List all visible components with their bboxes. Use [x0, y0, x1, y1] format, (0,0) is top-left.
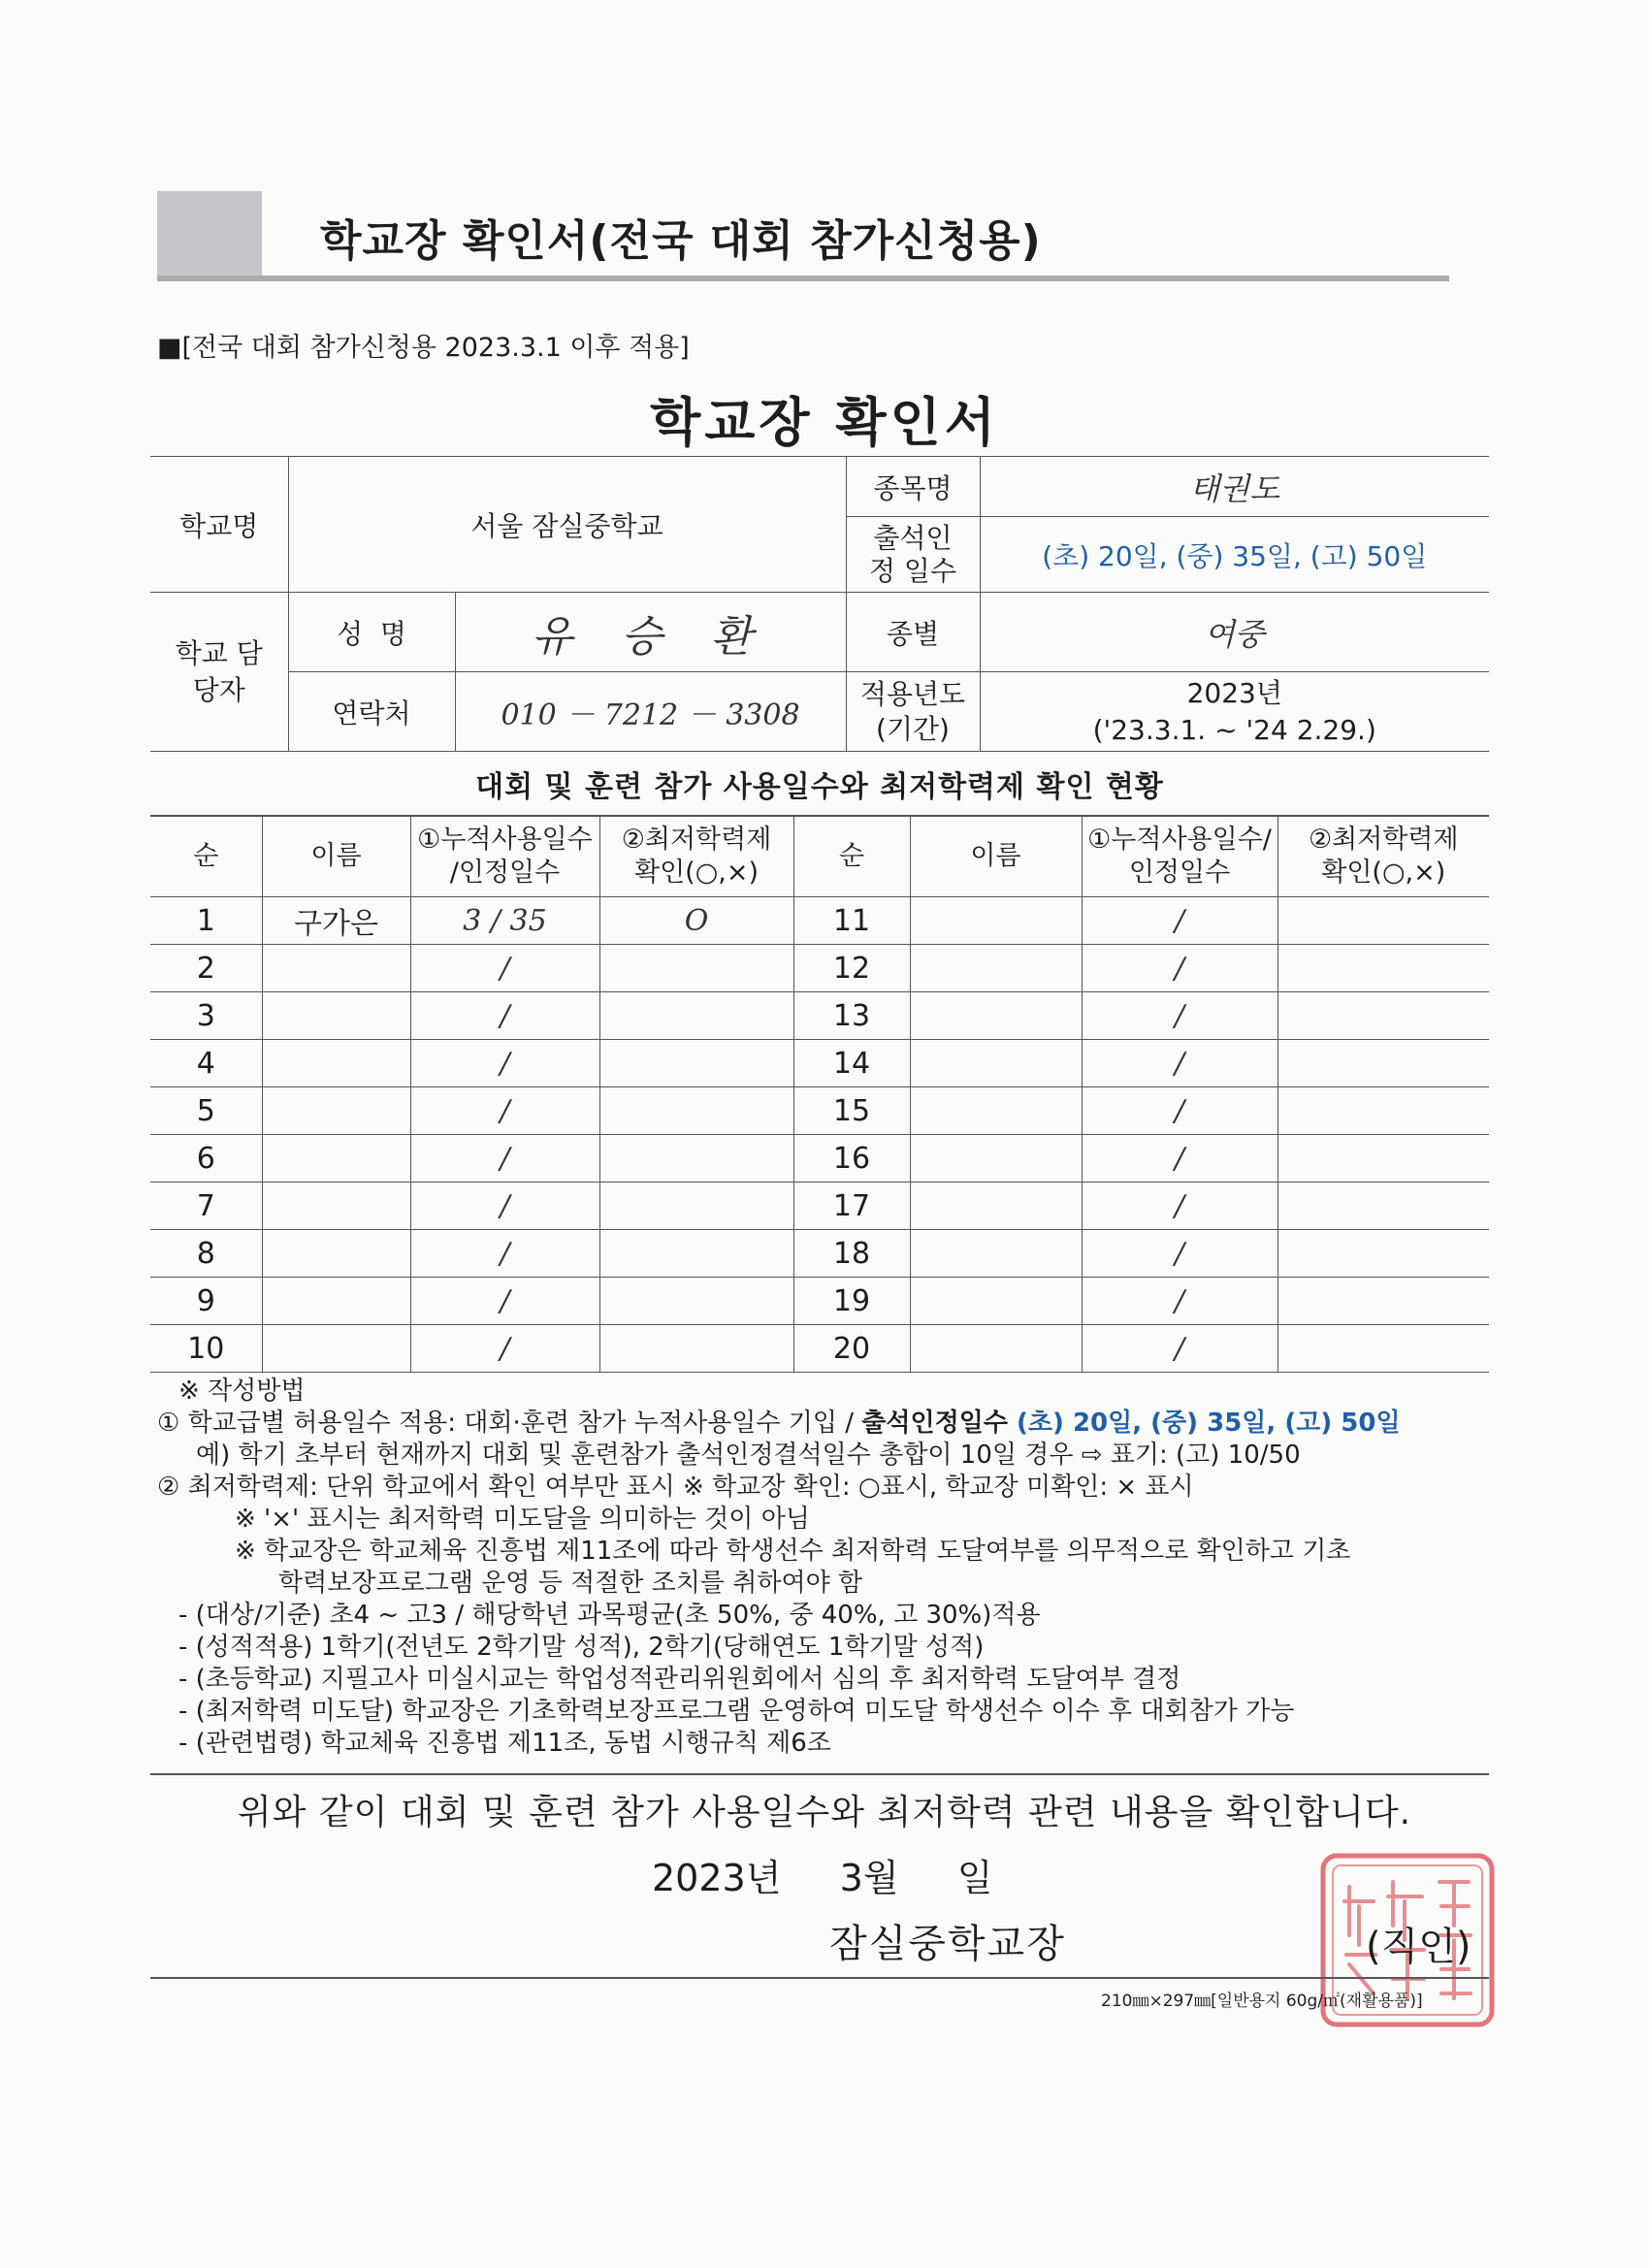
row-name-right [910, 1087, 1082, 1135]
sport-value: 태권도 [980, 457, 1489, 517]
stat-row [150, 1183, 1489, 1230]
attendance-label: 출석인정 일수 [846, 517, 980, 593]
method-divider [150, 1773, 1489, 1775]
row-name-left: 구가은 [262, 897, 410, 945]
row-name-right [910, 1183, 1082, 1230]
row-number-right: 19 [793, 1278, 910, 1325]
row-number-right: 16 [793, 1135, 910, 1183]
row-check-left [599, 1325, 793, 1373]
row-days-right: / [1082, 1278, 1277, 1325]
row-check-left [599, 1135, 793, 1183]
row-number-left: 8 [150, 1230, 262, 1278]
category-label: 종별 [846, 593, 980, 672]
method-line-4: ※ '×' 표시는 최저학력 미도달을 의미하는 것이 아님 [235, 1505, 810, 1534]
stat-row [150, 1278, 1489, 1325]
row-name-right [910, 1135, 1082, 1183]
row-days-left: 3 / 35 [410, 897, 599, 945]
header-days-right-a: ①누적사용일수/ [1087, 824, 1272, 855]
period-year: 2023년 [1186, 676, 1282, 709]
row-check-left [599, 1183, 793, 1230]
header-rule [157, 275, 1449, 281]
row-name-left [262, 1278, 410, 1325]
row-name-left [262, 1040, 410, 1087]
period-value [980, 672, 1489, 752]
row-number-right: 15 [793, 1087, 910, 1135]
row-check-left [599, 945, 793, 992]
header-days-right-b: 인정일수 [1128, 857, 1231, 888]
header-min-right [1277, 816, 1489, 897]
row-check-left: O [599, 897, 793, 945]
row-name-right [910, 1040, 1082, 1087]
row-number-left: 1 [150, 897, 262, 945]
row-number-left: 5 [150, 1087, 262, 1135]
paper-spec: 210㎜×297㎜[일반용지 60g/㎡(재활용품)] [1101, 1992, 1423, 2011]
method-line-10: - (최저학력 미도달) 학교장은 기초학력보장프로그램 운영하여 미도달 학생선수 이수 후 대회참가 가능 [178, 1697, 1295, 1726]
writing-method [157, 1376, 1515, 1760]
row-days-left: / [410, 1278, 599, 1325]
school-name-value: 서울 잠실중학교 [288, 457, 846, 593]
row-number-right: 17 [793, 1183, 910, 1230]
method-line-1 [157, 1408, 1515, 1440]
row-name-right [910, 1325, 1082, 1373]
name-value: 유 승 환 [455, 593, 846, 672]
row-days-right: / [1082, 1135, 1277, 1183]
header-min-left [599, 816, 793, 897]
row-days-right: / [1082, 945, 1277, 992]
row-check-right [1277, 897, 1489, 945]
row-days-left: / [410, 1135, 599, 1183]
row-check-right [1277, 1183, 1489, 1230]
row-days-left: / [410, 1087, 599, 1135]
method-line-1-bold: 출석인정일수 [861, 1409, 1008, 1438]
header-min-right-a: ②최저학력제 [1308, 824, 1459, 855]
row-days-right: / [1082, 1325, 1277, 1373]
seal-label: (직인) [1366, 1925, 1471, 1969]
period-range: ('23.3.1. ~ '24 2.29.) [1092, 713, 1376, 746]
name-label: 성 명 [288, 593, 455, 672]
contact-person-label: 학교 담당자 [150, 593, 288, 752]
row-number-left: 9 [150, 1278, 262, 1325]
method-line-2: 예) 학기 초부터 현재까지 대회 및 훈련참가 출석인정결석일수 총합이 10일 경우 ⇨ 표기: (고) 10/50 [196, 1441, 1301, 1470]
method-line-6: 학력보장프로그램 운영 등 적절한 조치를 취하여야 함 [278, 1569, 863, 1598]
row-check-right [1277, 992, 1489, 1040]
date-line: 2023년 3월 일 [652, 1857, 993, 1899]
row-name-left [262, 1230, 410, 1278]
header-days-left-b: /인정일수 [449, 857, 561, 888]
row-number-left: 7 [150, 1183, 262, 1230]
row-days-left: / [410, 945, 599, 992]
row-check-left [599, 1230, 793, 1278]
stat-row [150, 1325, 1489, 1373]
row-name-right [910, 945, 1082, 992]
stat-row [150, 1135, 1489, 1183]
method-line-8: - (성적적용) 1학기(전년도 2학기말 성적), 2학기(당해연도 1학기말 성적) [178, 1633, 985, 1662]
row-days-right: / [1082, 1087, 1277, 1135]
principal-title: 잠실중학교장 [829, 1922, 1066, 1966]
header-title: 학교장 확인서(전국 대회 참가신청용) [320, 216, 1042, 266]
form-subnote: ■[전국 대회 참가신청용 2023.3.1 이후 적용] [157, 333, 690, 363]
row-number-right: 12 [793, 945, 910, 992]
phone-value: 010 － 7212 － 3308 [455, 672, 846, 752]
stat-body [150, 897, 1489, 1373]
row-name-left [262, 1183, 410, 1230]
school-name-label: 학교명 [150, 457, 288, 593]
row-name-right [910, 897, 1082, 945]
row-check-right [1277, 1278, 1489, 1325]
header-no-right: 순 [793, 816, 910, 897]
stat-row [150, 945, 1489, 992]
header-min-right-b: 확인(○,×) [1321, 857, 1446, 888]
row-number-left: 3 [150, 992, 262, 1040]
method-line-5: ※ 학교장은 학교체육 진흥법 제11조에 따라 학생선수 최저학력 도달여부를 의무적으로 확인하고 기초 [235, 1537, 1351, 1566]
row-days-left: / [410, 1230, 599, 1278]
header-no-left: 순 [150, 816, 262, 897]
stat-row [150, 1087, 1489, 1135]
row-days-right: / [1082, 992, 1277, 1040]
row-days-left: / [410, 1325, 599, 1373]
attendance-value: (초) 20일, (중) 35일, (고) 50일 [980, 517, 1489, 593]
row-number-left: 6 [150, 1135, 262, 1183]
method-line-9: - (초등학교) 지필고사 미실시교는 학업성적관리위원회에서 심의 후 최저학력 도달여부 결정 [178, 1665, 1181, 1694]
row-days-right: / [1082, 1183, 1277, 1230]
header-days-left [410, 816, 599, 897]
stat-row [150, 1040, 1489, 1087]
row-check-right [1277, 1135, 1489, 1183]
sport-label: 종목명 [846, 457, 980, 517]
header-min-left-a: ②최저학력제 [621, 824, 772, 855]
row-check-right [1277, 1087, 1489, 1135]
method-line-7: - (대상/기준) 초4 ~ 고3 / 해당학년 과목평균(초 50%, 중 40%, 고 30%)적용 [178, 1601, 1041, 1630]
row-number-left: 4 [150, 1040, 262, 1087]
header-days-right [1082, 816, 1277, 897]
stat-row [150, 897, 1489, 945]
row-check-right [1277, 945, 1489, 992]
row-number-right: 20 [793, 1325, 910, 1373]
header-name-left: 이름 [262, 816, 410, 897]
row-days-right: / [1082, 897, 1277, 945]
period-label: 적용년도 (기간) [846, 672, 980, 752]
row-days-left: / [410, 1183, 599, 1230]
row-name-right [910, 1230, 1082, 1278]
row-name-left [262, 992, 410, 1040]
row-name-left [262, 1087, 410, 1135]
phone-label: 연락처 [288, 672, 455, 752]
row-number-left: 10 [150, 1325, 262, 1373]
row-number-right: 18 [793, 1230, 910, 1278]
header-min-left-b: 확인(○,×) [634, 857, 759, 888]
header-name-right: 이름 [910, 816, 1082, 897]
row-name-right [910, 1278, 1082, 1325]
bottom-divider [150, 1977, 1489, 1979]
row-days-right: / [1082, 1040, 1277, 1087]
row-name-left [262, 945, 410, 992]
confirmation-statement: 위와 같이 대회 및 훈련 참가 사용일수와 최저학력 관련 내용을 확인합니다. [237, 1793, 1412, 1832]
row-number-right: 11 [793, 897, 910, 945]
row-days-left: / [410, 1040, 599, 1087]
row-number-right: 13 [793, 992, 910, 1040]
method-line-3: ② 최저학력제: 단위 학교에서 확인 여부만 표시 ※ 학교장 확인: ○표시, 학교장 미확인: × 표시 [157, 1473, 1194, 1502]
stat-row [150, 992, 1489, 1040]
method-line-1-plain: ① 학교급별 허용일수 적용: 대회·훈련 참가 누적사용일수 기입 / [157, 1409, 862, 1438]
row-check-right [1277, 1230, 1489, 1278]
method-line-1-blue: (초) 20일, (중) 35일, (고) 50일 [1007, 1409, 1401, 1438]
method-heading: ※ 작성방법 [178, 1377, 306, 1406]
header-gray-block [157, 191, 262, 276]
row-check-left [599, 992, 793, 1040]
header-days-left-a: ①누적사용일수 [417, 824, 593, 855]
row-name-left [262, 1135, 410, 1183]
row-name-left [262, 1325, 410, 1373]
row-number-right: 14 [793, 1040, 910, 1087]
category-value: 여중 [980, 593, 1489, 672]
row-days-left: / [410, 992, 599, 1040]
stat-section-title: 대회 및 훈련 참가 사용일수와 최저학력제 확인 현황 [150, 752, 1489, 817]
row-check-left [599, 1087, 793, 1135]
row-check-left [599, 1278, 793, 1325]
stat-row [150, 1230, 1489, 1278]
row-check-right [1277, 1040, 1489, 1087]
row-check-left [599, 1040, 793, 1087]
row-number-left: 2 [150, 945, 262, 992]
stat-header-row [150, 816, 1489, 897]
row-days-right: / [1082, 1230, 1277, 1278]
stat-table [150, 815, 1489, 1373]
info-table [150, 456, 1489, 817]
row-check-right [1277, 1325, 1489, 1373]
method-line-11: - (관련법령) 학교체육 진흥법 제11조, 동법 시행규칙 제6조 [178, 1729, 831, 1758]
main-title: 학교장 확인서 [650, 392, 999, 453]
row-name-right [910, 992, 1082, 1040]
